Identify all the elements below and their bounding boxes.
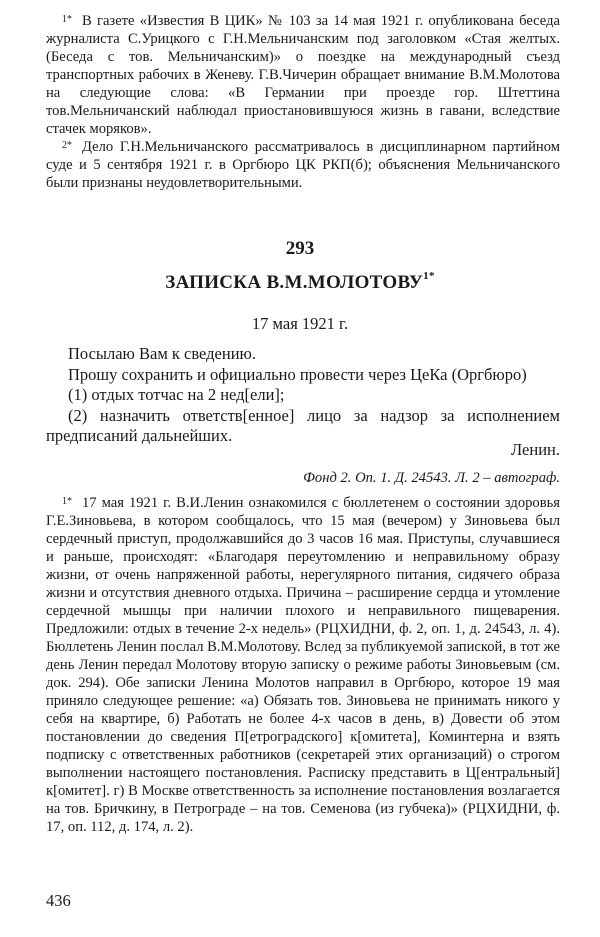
footnote-mark: 2* (62, 140, 72, 151)
body-line: Прошу сохранить и официально провести через ЦеКа (Оргбюро) (68, 364, 527, 384)
document-title (0, 272, 600, 294)
body-line: (1) отдых тотчас на 2 нед[ели]; (68, 385, 285, 404)
document-number: 293 (285, 238, 315, 259)
body-line: Посылаю Вам к сведению. (68, 344, 256, 363)
archive-source: Фонд 2. Оп. 1. Д. 24543. Л. 2 – автограф. (303, 470, 560, 486)
footnote-note (46, 494, 560, 836)
document-title-text: ЗАПИСКА В.М.МОЛОТОВУ (165, 272, 424, 293)
body-line: (2) назначить ответств[енное] лицо за надзор за исполнением предписаний дальнейших. (46, 405, 560, 445)
footnote-text: В газете «Известия В ЦИК» № 103 за 14 мая 1921 г. опубликована беседа журналиста С.Урицкого с Г.Н.Мельничанским под заголовком «Стая желтых. (Беседа с тов. Мельничанским)» о поездке на международный съезд транспортных рабочих в Женеву. Г.В.Чичерин обращает внимание В.М.Молотова на следующие слова: «В Германии при проезде гор. Штеттина тов.Мельничанский наблюдал приостановившуюся жизнь в гавани, вследствие стачек моряков». (46, 13, 560, 137)
footnote-mark: 1* (62, 496, 72, 507)
signature: Ленин. (510, 440, 560, 459)
title-footnote-mark: 1* (423, 270, 435, 282)
top-footnotes (46, 12, 560, 192)
footnote-text: Дело Г.Н.Мельничанского рассматривалось в дисциплинарном партийном суде и 5 сентября 1921 г. в Оргбюро ЦК РКП(б); объяснения Мельничанского были признаны неудовлетворительными. (46, 139, 560, 191)
footnote-1 (46, 12, 560, 138)
bottom-footnote (46, 494, 560, 836)
footnote-2 (46, 138, 560, 192)
document-date: 17 мая 1921 г. (251, 314, 349, 333)
document-body (46, 344, 560, 447)
footnote-mark: 1* (62, 14, 72, 25)
footnote-text: 17 мая 1921 г. В.И.Ленин ознакомился с бюллетенем о состоянии здоровья Г.Е.Зиновьева, в котором сообщалось, что 15 мая (вечером) у Зиновьева был сердечный приступ, продолжавшийся до 3 часов 16 мая. Приступы, случавшиеся и раньше, происходят: «Благодаря переутомлению и неправильному образу жизни, от очень напряженной работы, нерегулярного питания, сидячего образа жизни и отсутствия дневного отдыха. Причина – расширение сердца и утомление сердечной мышцы при наличии плохого и неправильного пищеварения. Предложили: отдых в течение 2-х недель» (РЦХИДНИ, ф. 2, оп. 1, д. 24543, л. 4). Бюллетень Ленин послал В.М.Молотову. Вслед за публикуемой запиской, в тот же день Ленин передал Молотову вторую записку о режиме работы Зиновьевым (см. док. 294). Обе записки Ленина Молотов направил в Оргбюро, которое 19 мая приняло следующее решение: «а) Обязать тов. Зиновьева не принимать никого у себя на квартире, б) Работать не более 4-х часов в день, в) Довести об этом постановлении до сведения П[етроградского] к[омитета], Коминтерна и взять подписку с ответственных работников (секретарей этих организаций) о строгом выполнении настоящего постановления. Расписку представить в Ц[ентральный] к[омитет]. г) В Москве ответственность за исполнение постановления возлагается на тов. Бричкину, в Петрограде – на тов. Семенова (из губчека)» (РЦХИДНИ, ф. 17, оп. 112, д. 174, л. 2). (46, 495, 560, 835)
page-number: 436 (46, 891, 71, 910)
